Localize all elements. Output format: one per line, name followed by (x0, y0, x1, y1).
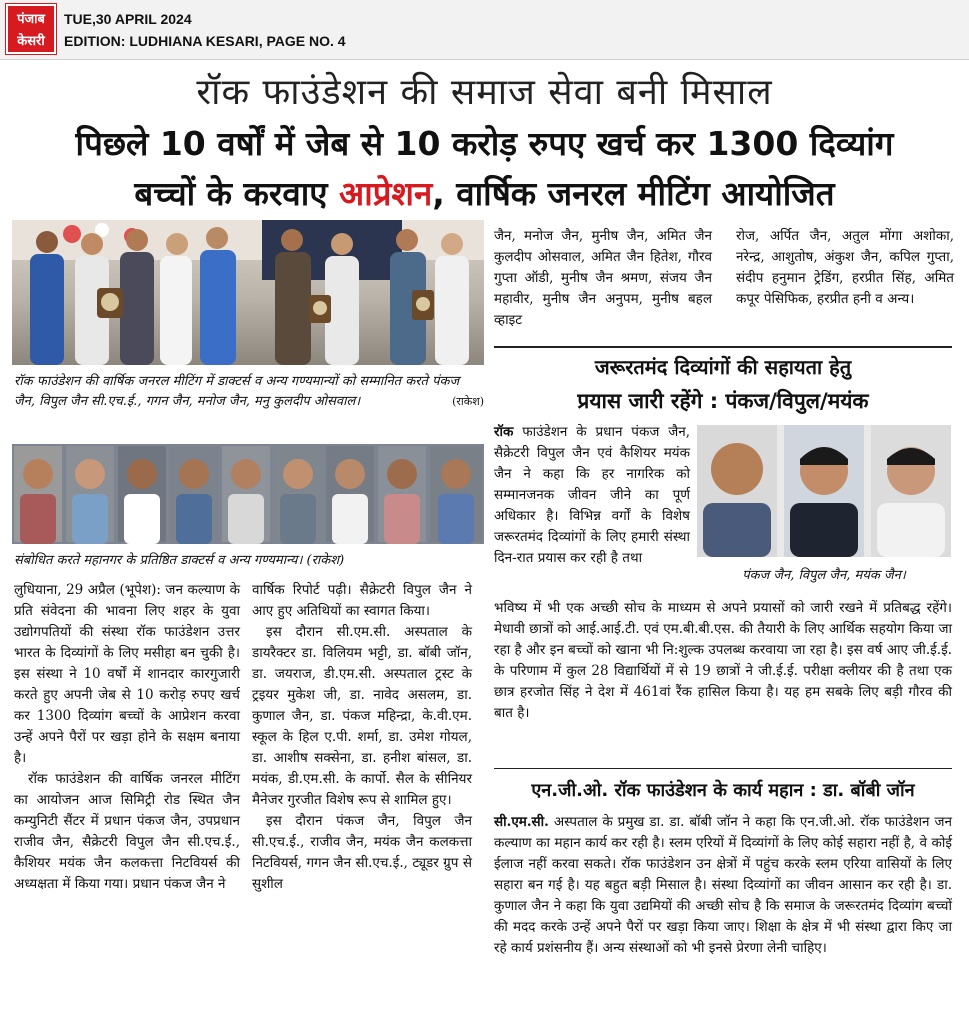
article-column-3-top: जैन, मनोज जैन, मुनीष जैन, अमित जैन कुलदीप ओसवाल, अमित जैन हितेश, गौरव गुप्ता ऑडी, मुनीष जैन श्रमण, संजय जैन महावीर, मुनीष जैन अनुपम, मुनीष बहल व्हाइट (494, 228, 712, 328)
headline-part-a: बच्चों के करवाए (134, 174, 339, 213)
headline-highlight: आप्रेशन (339, 174, 433, 213)
headline-kicker: रॉक फाउंडेशन की समाज सेवा बनी मिसाल (196, 72, 773, 113)
section-3-divider (494, 768, 952, 769)
article-column-1 (14, 580, 240, 895)
award-photo-caption (14, 372, 484, 412)
section-2-heading-line-1: जरूरतमंद दिव्यांगों की सहायता हेतु (594, 355, 852, 379)
speakers-image (12, 444, 484, 544)
award-ceremony-image (12, 220, 484, 365)
headline-main-line-2 (0, 168, 969, 220)
masthead (0, 0, 969, 60)
headline-part-b: , वार्षिक जनरल मीटिंग आयोजित (432, 174, 835, 213)
headline-main-line-1: पिछले 10 वर्षों में जेब से 10 करोड़ रुपए खर्च कर 1300 दिव्यांग (75, 124, 894, 163)
newspaper-logo (6, 4, 56, 54)
section-2-lead-text: फाउंडेशन के प्रधान पंकज जैन, सैक्रेटरी विपुल जैन एवं कैशियर मयंक जैन ने कहा कि हर नागरिक को सम्मानजनक जीवन जीने का पूर्ण अधिकार है। विभिन्न वर्गों के विशेष जरूरतमंद दिव्यांगों के लिए हमारी संस्था दिन-रात प्रयास कर रही है तथा (494, 424, 690, 566)
speakers-photo (12, 444, 484, 544)
section-2-heading-line-2: प्रयास जारी रहेंगे : पंकज/विपुल/मयंक (577, 389, 869, 413)
photo-credit: (राकेश) (452, 395, 484, 408)
section-divider (494, 346, 952, 348)
section-3-body (494, 812, 952, 959)
portraits-photo (697, 425, 951, 557)
section-2-lead-bold: रॉक (494, 424, 514, 440)
award-caption-text: रॉक फाउंडेशन की वार्षिक जनरल मीटिंग में डाक्टर्स व अन्य गण्यमान्यों को सम्मानित करते पंकज जैन, विपुल जैन सी.एच.ई., गगन जैन, मनोज जैन, मनु कुलदीप ओसवाल। (14, 374, 460, 409)
article-column-2 (252, 580, 472, 895)
logo-line-2: केसरी (17, 34, 45, 49)
edition-info (64, 8, 346, 52)
section-3-heading: एन.जी.ओ. रॉक फाउंडेशन के कार्य महान : डा. बॉबी जॉन (531, 780, 915, 801)
logo-line-1: पंजाब (17, 12, 45, 27)
speakers-photo-caption: संबोधित करते महानगर के प्रतिष्ठित डाक्टर्स व अन्य गण्यमान्य। (राकेश) (14, 553, 345, 568)
portraits-caption: पंकज जैन, विपुल जैन, मयंक जैन। (742, 568, 906, 583)
award-ceremony-photo (12, 220, 484, 365)
edition-label: EDITION: LUDHIANA KESARI, PAGE NO. 4 (64, 33, 346, 49)
column-2-para-1: वार्षिक रिपोर्ट पढ़ी। सैक्रेटरी विपुल जैन ने आए हुए अतिथियों का स्वागत किया। (252, 582, 472, 619)
section-2-continued: भविष्य में भी एक अच्छी सोच के माध्यम से अपने प्रयासों को जारी रखने में प्रतिबद्ध रहेंगे। मेधावी छात्रों को आई.आई.टी. एवं एम.बी.बी.एस. की तैयारी के लिए आर्थिक सहयोग किया जा रहा है और इन बच्चों को खाना भी नि:शुल्क उपलब्ध करवाया जा रहा है। इस वर्ष आए जी.ई.ई. के परिणाम में कुल 28 विद्यार्थियों में से 19 छात्रों ने जी.ई.ई. परीक्षा क्लीयर की है तथा एक छात्र हरजोत सिंह ने देश में 461वां रैंक हासिल किया है। यह हम सबके लिए बड़ी गौरव की बात है। (494, 600, 952, 721)
column-2-para-3: इस दौरान पंकज जैन, विपुल जैन सी.एच.ई., राजीव जैन, मयंक जैन कलकत्ता निटवियर्स, गगन जैन सी.एच.ई., ट्यूडर ग्रुप से सुशील (252, 813, 472, 892)
column-1-para-1: लुधियाना, 29 अप्रैल (भूपेश): जन कल्याण के प्रति संवेदना की भावना लिए शहर के युवा उद्योगपतियों की संस्था रॉक फाउंडेशन उत्तर भारत के दिव्यांगों के लिए मसीहा बन चुकी है। इस संस्था ने 10 वर्षों में शानदार कारगुजारी करते हुए अपनी जेब से 10 करोड़ रुपए खर्च कर 1300 दिव्यांग बच्चों के आप्रेशन करवा उन्हें अपने पैरों पर खड़ा होने के सक्षम बनाया है। (14, 582, 240, 766)
column-2-para-2: इस दौरान सी.एम.सी. अस्पताल के डायरैक्टर डा. विलियम भट्टी, डा. बॉबी जॉन, डा. जयराज, डी.एम.सी. अस्पताल ट्रस्ट के ट्रइयर मुकेश जी, डा. नावेद असलम, डा. कुणाल जैन, डा. पंकज महिन्द्रा, के.वी.एम. स्कूल के हिल ए.पी. शर्मा, डा. उमेश गोयल, डा. आशीष सक्सेना, डा. हनीश बांसल, डा. मयंक, डी.एम.सी. के कार्पो. सैल के सीनियर मैनेजर गुरजीत विशेष रूप से शामिल हुए। (252, 624, 472, 808)
section-3-lead-bold: सी.एम.सी. (494, 814, 549, 830)
column-1-para-2: रॉक फाउंडेशन की वार्षिक जनरल मीटिंग का आयोजन आज सिमिट्री रोड स्थित जैन कम्युनिटी सैंटर में प्रधान पंकज जैन, उपप्रधान राजीव जैन, सैक्रेटरी विपुल जैन सी.एच.ई., कैशियर मयंक जैन कलकत्ता निटवियर्स की अध्यक्षता में किया गया। प्रधान पंकज जैन ने (14, 771, 240, 892)
section-3-lead-text: अस्पताल के प्रमुख डा. डा. बॉबी जॉन ने कहा कि एन.जी.ओ. रॉक फाउंडेशन जन कल्याण का महान कार्य कर रही है। स्लम एरियों में दिव्यांगों के लिए कोई सहारा नहीं है, वे कोई ईलाज नहीं करवा सकते। रॉक फाउंडेशन उन क्षेत्रों में पहुंच करके स्लम एरिया वासियों के लिए सहारा बन गई है। यह बहुत बड़ी मिसाल है। संस्था दिव्यांगों का जीवन आसान कर रही है। डा. कुणाल जैन ने कहा कि युवा उद्यमियों की अच्छी सोच है कि समाज के जरूरतमंद दिव्यांग बच्चों की मदद करके उन्हें अपने पैरों पर खड़ा किया जाए। शिक्षा के क्षेत्र में भी संस्था द्वारा किए जा रहे कार्य प्रशंसनीय हैं। अन्य संस्थाओं को भी इनसे प्रेरणा लेनी चाहिए। (494, 814, 952, 956)
section-2-lead (494, 422, 690, 569)
publication-date: TUE,30 APRIL 2024 (64, 11, 192, 27)
article-column-4-top: रोज, अर्पित जैन, अतुल मोंगा अशोका, नरेन्द्र, आशुतोष, अंकुश जैन, कपिल गुप्ता, संदीप हनुमान ट्रेडिंग, हरप्रीत सिंह, अमित कपूर पेसिफिक, हरप्रीत हनी व अन्य। (736, 228, 954, 307)
portraits-image (697, 425, 951, 557)
